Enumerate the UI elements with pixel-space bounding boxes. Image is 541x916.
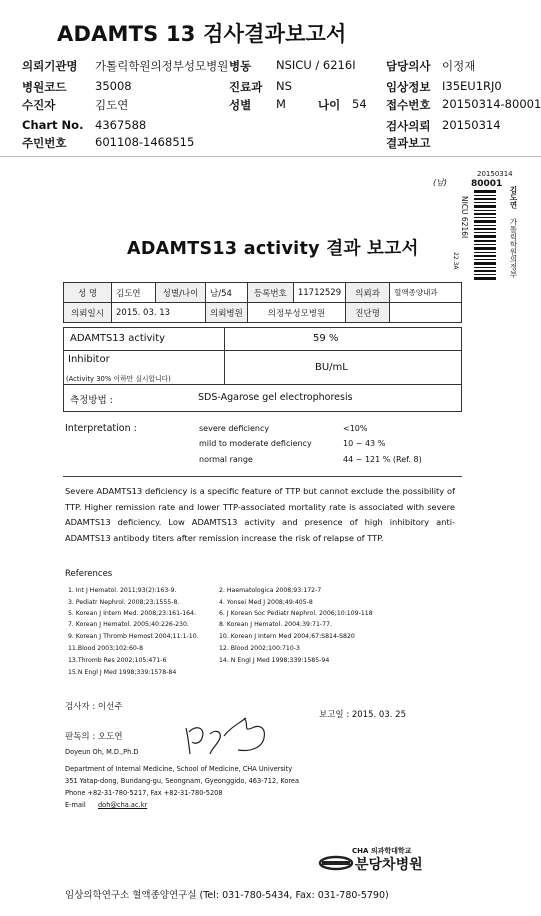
chart-label: Chart No. [22,118,84,132]
reference-item: 6. J Korean Soc Pediatr Nephrol. 2006;10:109-118 [219,610,373,617]
report-label: 결과보고 [386,136,431,150]
footer-lab: 임상의학연구소 혈액종양연구실 (Tel: 031-780-5434, Fax: 031-780-5790) [65,890,389,901]
reference-item: 13.Thromb Res 2002;105:471-6 [68,657,167,664]
activity-label: ADAMTS13 activity [70,333,166,344]
reference-item: 3. Pediatr Nephrol. 2008;23:1555-8. [68,599,180,606]
sexage-cell: 남/54 [206,283,248,303]
patient-info-table [63,282,462,323]
logo-university: CHA 의과학대학교 [352,847,412,855]
stamp-side-b: 22.3A [452,252,459,270]
doctor-label: 담당의사 [386,59,431,73]
interp-value-0: <10% [343,424,368,433]
patient-value: 김도연 [95,98,129,112]
age-value: 54 [352,97,367,111]
logo-hospital: 분당차병원 [355,857,423,873]
method-label: 측정방법 : [70,395,113,406]
activity-value: 59 % [313,333,339,344]
stamp-hospital: 가톨릭학원의정부 [509,218,518,278]
interp-label-1: mild to moderate deficiency [199,439,312,448]
institution-value: 가톨릭학원의정부성모병원 [95,59,229,73]
cha-logo-icon [318,855,354,871]
examiner: 검사자 : 이선주 [65,702,123,712]
age-label: 나이 [318,98,341,112]
rrn-label: 주민번호 [22,136,67,150]
hosp-cell: 의정부성모병원 [247,303,345,323]
interp-value-1: 10 ~ 43 % [343,439,386,448]
reference-item: 1. Int J Hematol. 2011;93(2):163-9. [68,587,177,594]
signature [180,714,280,758]
specimen-number: 80001 [471,179,503,189]
diag-cell [390,303,462,323]
name-label-cell: 성 명 [64,283,112,303]
stamp-name: 김도연 [509,186,518,209]
accession-label: 접수번호 [386,98,431,112]
department-line: Department of Internal Medicine, School of Medicine, CHA University [65,765,293,773]
clinical-value: I35EU1RJ0 [442,79,502,93]
inhibitor-note: (Activity 30% 이하만 실시합니다) [66,375,171,383]
method-value: SDS-Agarose gel electrophoresis [198,392,353,403]
inhibitor-value: BU/mL [315,362,348,373]
reference-item: 14. N Engl J Med 1998;339:1585-94 [219,657,330,664]
interp-divider [63,476,462,477]
date-label-cell: 의뢰일시 [64,303,112,323]
stamp-side-a: NICU 6216I [460,196,469,239]
specimen-date: 20150314 [477,170,513,178]
report-date: 보고일 : 2015. 03. 25 [319,710,406,720]
date-cell: 2015. 03. 13 [112,303,206,323]
dept-label: 진료과 [229,80,263,94]
interp-label-0: severe deficiency [199,424,270,433]
request-label: 검사의뢰 [386,119,431,133]
ward-label: 병동 [229,59,252,73]
reader-name: Doyeun Oh, M.D.,Ph.D [65,748,139,756]
reference-item: 7. Korean J Hematol. 2005;40:226-230. [68,621,189,628]
doctor-value: 이정재 [442,59,476,73]
reference-item: 9. Korean J Thromb Hemost 2004;11:1-10. [68,633,199,640]
dept-value: NS [276,79,292,93]
report-title: ADAMTS13 activity 결과 보고서 [127,239,419,259]
reference-item: 5. Korean J Intern Med. 2008;23:161-164. [68,610,197,617]
interp-value-2: 44 ~ 121 % (Ref. 8) [343,455,422,464]
diag-label-cell: 진단명 [346,303,390,323]
hospital-code-label: 병원코드 [22,80,67,94]
reference-item: 4. Yonsei Med J 2008;49:405-8 [219,599,313,606]
reg-label-cell: 등록번호 [247,283,293,303]
reader: 판독의 : 오도연 [65,732,123,742]
email-label: E-mail [65,801,86,809]
interp-label-2: normal range [199,455,253,464]
dept-cell: 혈액종양내과 [390,283,462,303]
sexage-label-cell: 성별/나이 [156,283,206,303]
phone-line: Phone +82-31-780-5217, Fax +82-31-780-5208 [65,789,223,797]
interpretation-label: Interpretation : [65,423,137,434]
chart-value: 4367588 [95,118,147,132]
reference-item: 8. Korean J Hematol. 2004;39:71-77. [219,621,332,628]
rrn-value: 601108-1468515 [95,135,195,149]
reference-item: 15.N Engl J Med 1998;339:1578-84 [68,669,177,676]
email-link[interactable]: doh@cha.ac.kr [98,801,148,809]
inhibitor-label: Inhibitor [68,354,110,365]
header-separator [0,156,541,157]
clinical-label: 임상정보 [386,80,431,94]
sex-label: 성별 [229,98,252,112]
page-title: ADAMTS 13 검사결과보고서 [57,22,347,46]
sex-value: M [276,97,286,111]
barcode-icon [472,190,498,282]
institution-label: 의뢰기관명 [22,59,78,73]
stamp-mark: (남) [433,178,447,187]
patient-label: 수진자 [22,98,56,112]
reference-item: 10. Korean J Intern Med 2004;67:S814-S820 [219,633,355,640]
dept-label-cell: 의뢰과 [346,283,390,303]
address-line: 351 Yatap-dong, Bundang-gu, Seongnam, Gyeonggido, 463-712, Korea [65,777,300,785]
accession-value: 20150314-80001 [442,97,541,111]
request-value: 20150314 [442,118,501,132]
reg-cell: 11712529 [293,283,345,303]
reference-item: 2. Haematologica 2008;93:172-7 [219,587,322,594]
name-cell: 김도연 [112,283,156,303]
hospital-code-value: 35008 [95,79,132,93]
references-heading: References [65,569,113,579]
reference-item: 12. Blood 2002;100:710-3 [219,645,300,652]
ward-value: NSICU / 6216I [276,58,356,72]
description-paragraph: Severe ADAMTS13 deficiency is a specific feature of TTP but cannot exclude the possibility of TTP. Higher remission rate and lower TTP-associated mortality rate is associated with severe ADAMTS13 deficiency. Low ADAMTS13 activity and presence of high inhibitory anti-ADAMTS13 antibody titers after remission increase the risk of relapse of TTP. [65,486,455,543]
hosp-label-cell: 의뢰병원 [206,303,248,323]
reference-item: 11.Blood 2003;102:60-8 [68,645,144,652]
